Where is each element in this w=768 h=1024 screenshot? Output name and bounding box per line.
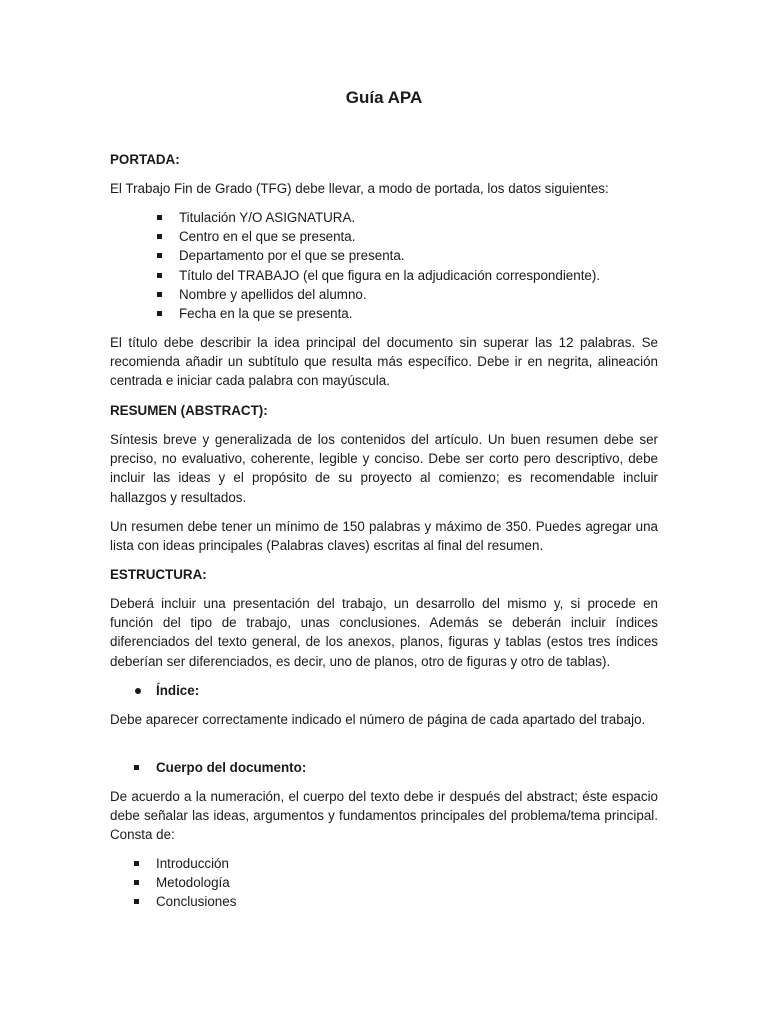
cuerpo-label: Cuerpo del documento:: [156, 760, 307, 775]
indice-item: [134, 681, 682, 700]
round-bullet-icon: [135, 688, 141, 694]
cuerpo-list: [134, 854, 236, 912]
estructura-heading: ESTRUCTURA:: [110, 567, 207, 582]
cuerpo-paragraph: De acuerdo a la numeración, el cuerpo del texto debe ir después del abstract; éste espacio debe señalar las ideas, argumentos y fundamentos principales del problema/tema principal. Consta de:: [110, 789, 658, 843]
square-bullet-icon: [134, 880, 139, 885]
list-item: Centro en el que se presenta.: [157, 227, 600, 246]
resumen-heading: RESUMEN (ABSTRACT):: [110, 403, 268, 418]
resumen-paragraph-2: Un resumen debe tener un mínimo de 150 palabras y máximo de 350. Puedes agregar una lista con ideas principales (Palabras claves) escritas al final del resumen.: [110, 519, 658, 554]
list-item: Departamento por el que se presenta.: [157, 246, 600, 265]
square-bullet-icon: [134, 861, 139, 866]
square-bullet-icon: [157, 234, 162, 239]
estructura-paragraph: Deberá incluir una presentación del trabajo, un desarrollo del mismo y, si procede en función del tipo de trabajo, unas conclusiones. Además se deberán incluir índices diferenciados del texto general, de los anexos, planos, figuras y tablas (estos tres índices deberían ser diferenciados, es decir, uno de planos, otro de figuras y otro de tablas).: [110, 596, 658, 669]
portada-intro: El Trabajo Fin de Grado (TFG) debe llevar, a modo de portada, los datos siguientes:: [110, 181, 609, 196]
square-bullet-icon: [134, 765, 139, 770]
portada-note: El título debe describir la idea principal del documento sin superar las 12 palabras. Se recomienda añadir un subtítulo que resulta más específico. Debe ir en negrita, alineación centrada e iniciar cada palabra con mayúscula.: [110, 335, 658, 389]
square-bullet-icon: [134, 899, 139, 904]
square-bullet-icon: [157, 253, 162, 258]
list-item: Introducción: [134, 854, 236, 873]
list-item: Conclusiones: [134, 892, 236, 911]
list-item: Nombre y apellidos del alumno.: [157, 285, 600, 304]
portada-heading: PORTADA:: [110, 152, 180, 167]
square-bullet-icon: [157, 273, 162, 278]
resumen-paragraph-1: Síntesis breve y generalizada de los contenidos del artículo. Un buen resumen debe ser preciso, no evaluativo, coherente, legible y conciso. Debe ser corto pero descriptivo, debe incluir las ideas y el propósito de su proyecto al comienzo; es recomendable incluir hallazgos y resultados.: [110, 432, 658, 505]
indice-label: Índice:: [156, 683, 200, 698]
list-item: Metodología: [134, 873, 236, 892]
portada-list: [157, 208, 600, 323]
indice-paragraph: Debe aparecer correctamente indicado el número de página de cada apartado del trabajo.: [110, 712, 646, 727]
list-item: Fecha en la que se presenta.: [157, 304, 600, 323]
document-title: Guía APA: [345, 88, 423, 107]
list-item: Título del TRABAJO (el que figura en la adjudicación correspondiente).: [157, 266, 600, 285]
square-bullet-icon: [157, 292, 162, 297]
square-bullet-icon: [157, 311, 162, 316]
list-item: Titulación Y/O ASIGNATURA.: [157, 208, 600, 227]
square-bullet-icon: [157, 215, 162, 220]
cuerpo-item: [134, 758, 682, 777]
